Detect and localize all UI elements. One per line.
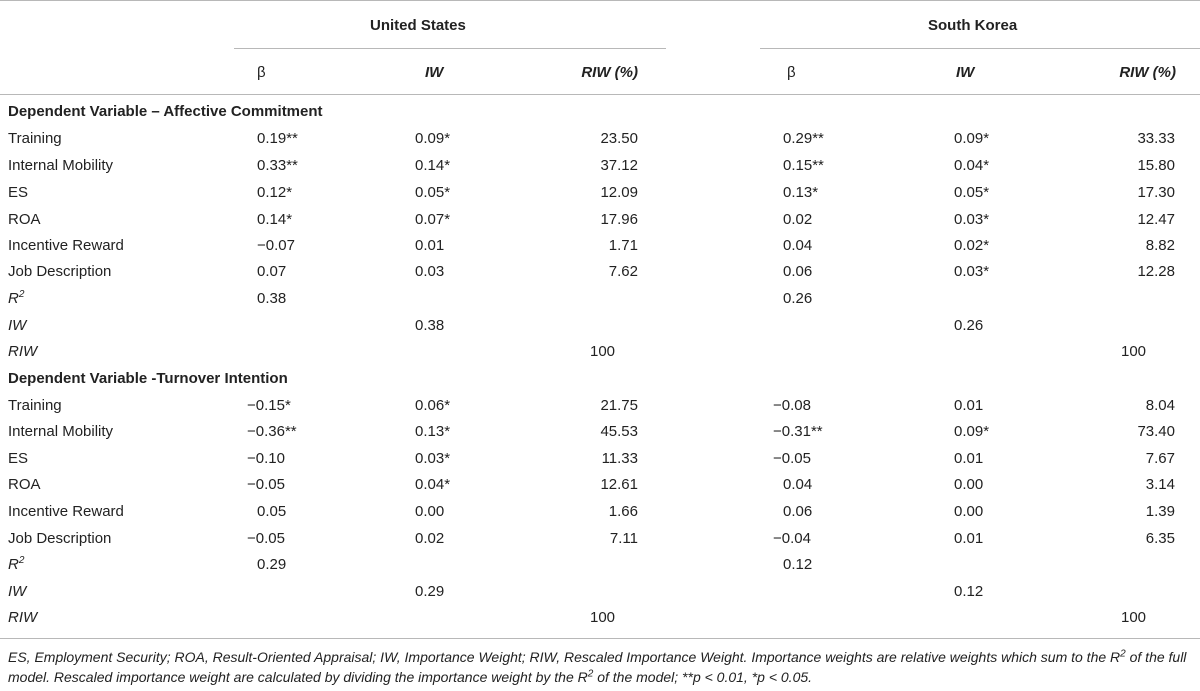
- us-iw: 0.07*: [415, 211, 451, 228]
- kr-riw: 6.35: [1145, 530, 1175, 547]
- us-beta: −0.15*: [247, 397, 291, 414]
- kr-riw: 12.28: [1137, 263, 1175, 280]
- r2-label: $R^2$: [8, 289, 25, 307]
- us-riw: 7.62: [608, 263, 638, 280]
- col-us-riw: RIW (%): [581, 64, 638, 81]
- kr-iw: 0.05*: [954, 184, 990, 201]
- kr-riw: 73.40: [1137, 423, 1175, 440]
- row-label: ES: [8, 450, 29, 467]
- kr-iw: 0.04*: [954, 157, 990, 174]
- row-label: ES: [8, 184, 29, 201]
- kr-riw: 8.82: [1145, 237, 1175, 254]
- kr-r2: 0.26: [783, 290, 813, 307]
- us-iw: 0.05*: [415, 184, 451, 201]
- us-beta: 0.05: [257, 503, 287, 520]
- kr-iw: 0.01: [954, 530, 984, 547]
- kr-riw: 33.33: [1137, 130, 1175, 147]
- kr-beta: 0.06: [783, 263, 813, 280]
- group-heading-us: United States: [370, 17, 466, 34]
- us-iw: 0.03: [415, 263, 445, 280]
- us-beta: −0.05: [247, 530, 285, 547]
- kr-iw: 0.09*: [954, 423, 990, 440]
- section-title-affective-commitment: Dependent Variable – Affective Commitment: [8, 103, 323, 120]
- us-iw: 0.14*: [415, 157, 451, 174]
- us-riw: 7.11: [609, 530, 638, 547]
- row-label: Incentive Reward: [8, 237, 124, 254]
- col-us-iw: IW: [425, 64, 444, 81]
- row-label: Incentive Reward: [8, 503, 124, 520]
- kr-riw: 3.14: [1145, 476, 1175, 493]
- us-riw: 1.66: [608, 503, 638, 520]
- us-iw: 0.06*: [415, 397, 451, 414]
- us-iw: 0.00: [415, 503, 445, 520]
- bottom-rule: [0, 638, 1200, 639]
- kr-iw: 0.00: [954, 476, 984, 493]
- us-riw: 11.33: [601, 450, 638, 467]
- us-r2: 0.29: [257, 556, 287, 573]
- riw-label: RIW: [8, 343, 38, 360]
- riw-label: RIW: [8, 609, 38, 626]
- kr-iw-total: 0.12: [954, 583, 984, 600]
- us-r2: 0.38: [257, 290, 287, 307]
- us-riw: 21.75: [600, 397, 638, 414]
- us-beta: 0.19**: [257, 130, 298, 147]
- kr-riw: 12.47: [1137, 211, 1175, 228]
- us-beta: −0.36**: [247, 423, 297, 440]
- kr-beta: 0.13*: [783, 184, 819, 201]
- row-label: Job Description: [8, 530, 112, 547]
- kr-beta: 0.02: [783, 211, 813, 228]
- kr-riw-total: 100: [1121, 609, 1147, 626]
- kr-beta: 0.04: [783, 476, 813, 493]
- top-rule: [0, 0, 1200, 1]
- section-title-turnover-intention: Dependent Variable -Turnover Intention: [8, 370, 288, 387]
- kr-beta: 0.29**: [783, 130, 824, 147]
- kr-beta: −0.31**: [773, 423, 823, 440]
- row-label: ROA: [8, 211, 41, 228]
- kr-beta: 0.04: [783, 237, 813, 254]
- kr-iw: 0.00: [954, 503, 984, 520]
- col-korea-iw: IW: [956, 64, 975, 81]
- us-beta: 0.07: [257, 263, 287, 280]
- kr-iw: 0.03*: [954, 263, 990, 280]
- us-beta: −0.10: [247, 450, 285, 467]
- us-beta: 0.33**: [257, 157, 298, 174]
- kr-iw: 0.02*: [954, 237, 990, 254]
- us-riw: 17.96: [600, 211, 638, 228]
- us-beta: 0.12*: [257, 184, 293, 201]
- us-beta: −0.05: [247, 476, 285, 493]
- kr-beta: 0.06: [783, 503, 813, 520]
- kr-riw: 7.67: [1145, 450, 1175, 467]
- kr-iw: 0.03*: [954, 211, 990, 228]
- us-riw-total: 100: [590, 343, 616, 360]
- row-label: Job Description: [8, 263, 112, 280]
- us-riw-total: 100: [590, 609, 616, 626]
- col-korea-beta: β: [787, 64, 796, 81]
- kr-riw: 15.80: [1137, 157, 1175, 174]
- row-label: ROA: [8, 476, 41, 493]
- us-iw: 0.09*: [415, 130, 451, 147]
- korea-group-underline: [760, 48, 1200, 49]
- us-riw: 23.50: [600, 130, 638, 147]
- col-korea-riw: RIW (%): [1119, 64, 1176, 81]
- iw-label: IW: [8, 583, 27, 600]
- table-footnote: ES, Employment Security; ROA, Result-Oriented Appraisal; IW, Importance Weight; RIW, Rescaled Importance Weight. Importance weights are relative weights which sum to the $R^2$ of the full model. Rescaled importance weight are calculated by dividing the importance weight by the $R^2$ of the model; **p < 0.01, *p < 0.05.: [8, 648, 1187, 685]
- us-iw: 0.03*: [415, 450, 451, 467]
- kr-iw: 0.01: [954, 397, 984, 414]
- row-label: Training: [8, 397, 62, 414]
- us-iw-total: 0.29: [415, 583, 445, 600]
- kr-riw: 1.39: [1145, 503, 1175, 520]
- us-riw: 1.71: [608, 237, 638, 254]
- row-label: Internal Mobility: [8, 157, 114, 174]
- r2-label: $R^2$: [8, 555, 25, 573]
- us-iw-total: 0.38: [415, 317, 445, 334]
- us-iw: 0.01: [415, 237, 445, 254]
- us-riw: 37.12: [600, 157, 638, 174]
- group-heading-korea: South Korea: [928, 17, 1018, 34]
- us-group-underline: [234, 48, 666, 49]
- kr-iw-total: 0.26: [954, 317, 984, 334]
- kr-iw: 0.01: [954, 450, 984, 467]
- kr-beta: −0.08: [773, 397, 811, 414]
- row-label: Training: [8, 130, 62, 147]
- kr-riw: 8.04: [1145, 397, 1175, 414]
- us-riw: 12.61: [600, 476, 638, 493]
- us-iw: 0.04*: [415, 476, 451, 493]
- us-beta: −0.07: [257, 237, 295, 254]
- col-us-beta: β: [257, 64, 266, 81]
- kr-riw-total: 100: [1121, 343, 1147, 360]
- kr-beta: −0.05: [773, 450, 811, 467]
- us-iw: 0.13*: [415, 423, 451, 440]
- row-label: Internal Mobility: [8, 423, 114, 440]
- us-riw: 12.09: [600, 184, 638, 201]
- iw-label: IW: [8, 317, 27, 334]
- us-beta: 0.14*: [257, 211, 293, 228]
- us-iw: 0.02: [415, 530, 445, 547]
- us-riw: 45.53: [600, 423, 638, 440]
- kr-beta: −0.04: [773, 530, 811, 547]
- kr-riw: 17.30: [1137, 184, 1175, 201]
- kr-beta: 0.15**: [783, 157, 824, 174]
- kr-iw: 0.09*: [954, 130, 990, 147]
- header-rule: [0, 94, 1200, 95]
- kr-r2: 0.12: [783, 556, 813, 573]
